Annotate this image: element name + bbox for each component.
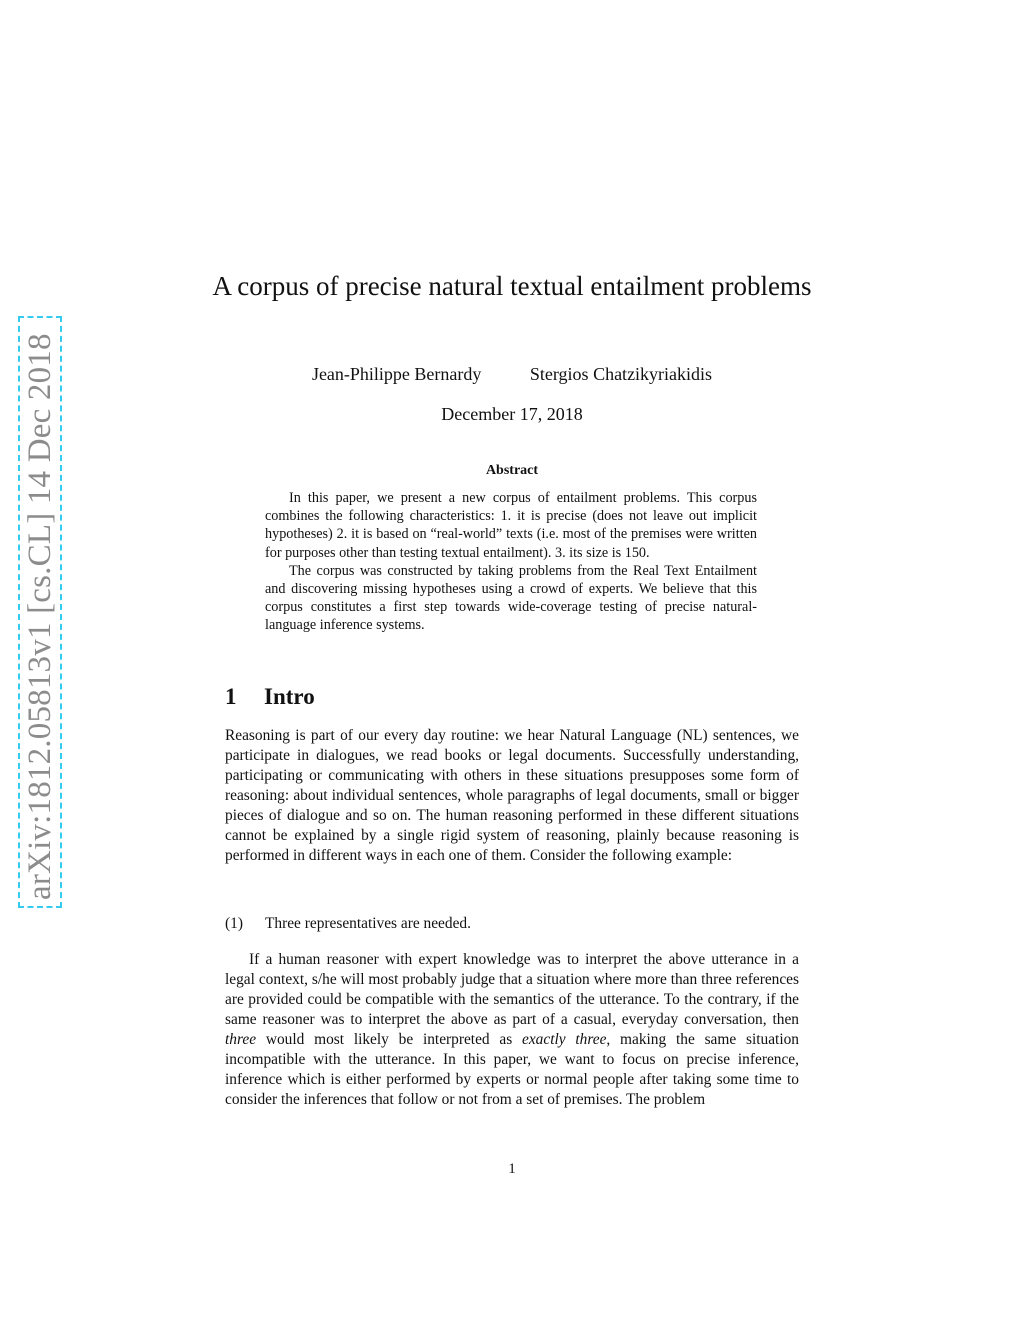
example-number: (1) bbox=[225, 915, 243, 932]
page-number: 1 bbox=[508, 1161, 516, 1177]
author-list bbox=[200, 362, 824, 386]
text-run: If a human reasoner with expert knowledge was to interpret the above utterance in a legal context, s/he will most probably judge that a situation where more than three references are provided could be compatible with the semantics of the utterance. To the contrary, if the same reasoner was to interpret the above as part of a casual, everyday conversation, then bbox=[225, 951, 799, 1028]
example-text: Three representatives are needed. bbox=[265, 915, 471, 932]
intro-paragraph bbox=[225, 950, 799, 1110]
emphasis-text: exactly three bbox=[522, 1031, 607, 1048]
abstract-paragraph: The corpus was constructed by taking problems from the Real Text Entailment and discovering missing hypotheses using a crowd of experts. We believe that this corpus constitutes a first step towards wide-coverage testing of precise natural-language inference systems. bbox=[265, 562, 757, 634]
section-number: 1 bbox=[225, 684, 237, 709]
arxiv-stamp-label[interactable]: arXiv:1812.05813v1 [cs.CL] 14 Dec 2018 bbox=[22, 333, 58, 900]
text-run: , making the same situation incompatible with the utterance. In this paper, we want to focus on precise inference, inference which is either performed by experts or normal people after taking some time to consider the inferences that follow or not from a set of premises. The problem bbox=[225, 1031, 799, 1108]
author-name: Jean-Philippe Bernardy bbox=[311, 364, 482, 384]
abstract-heading: Abstract bbox=[485, 463, 539, 478]
numbered-example bbox=[225, 914, 799, 934]
author-name: Stergios Chatzikyriakidis bbox=[529, 364, 713, 384]
abstract-paragraph: In this paper, we present a new corpus of entailment problems. This corpus combines the following characteristics: 1. it is precise (does not leave out implicit hypotheses) 2. it is based on “real-world” texts (i.e. most of the premises were written for purposes other than testing textual entailment). 3. its size is 150. bbox=[265, 490, 757, 561]
emphasis-text: three bbox=[225, 1031, 257, 1048]
paper-title: A corpus of precise natural textual entailment problems bbox=[212, 271, 812, 301]
abstract-body bbox=[265, 489, 757, 635]
section-title: Intro bbox=[264, 684, 315, 709]
intro-paragraph: Reasoning is part of our every day routine: we hear Natural Language (NL) sentences, we participate in dialogues, we read books or legal documents. Successfully understanding, participating or communicating with others in these situations presupposes some form of reasoning: about individual sentences, whole paragraphs of legal documents, small or bigger pieces of dialogue and so on. The human reasoning performed in these different situations cannot be explained by a single rigid system of reasoning, plainly because reasoning is performed in different ways in each one of them. Consider the following example: bbox=[225, 727, 799, 864]
section-heading bbox=[225, 683, 315, 711]
paper-date: December 17, 2018 bbox=[441, 404, 583, 424]
text-run: would most likely be interpreted as bbox=[256, 1031, 522, 1048]
